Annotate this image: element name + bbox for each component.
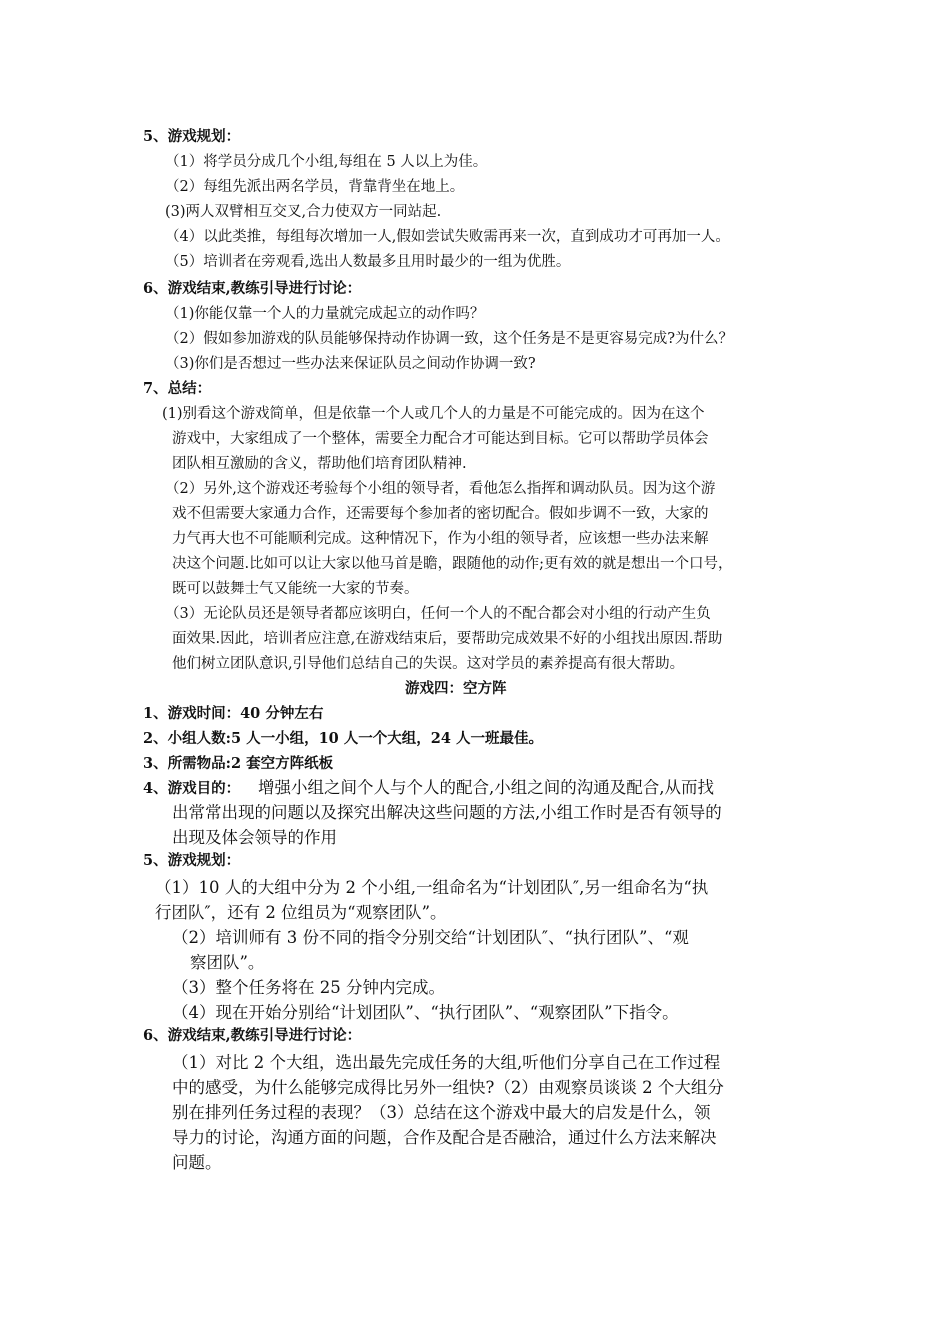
section5-item-1: （1）将学员分成几个小组,每组在 5 人以上为佳。 <box>165 154 488 170</box>
game4-discussion-line-1: （1）对比 2 个大组，选出最先完成任务的大组,听他们分享自己在工作过程 <box>172 1053 721 1072</box>
section7-p1-line-2: 游戏中，大家组成了一个整体，需要全力配合才可能达到目标。它可以帮助学员体会 <box>172 431 709 447</box>
game4-plan-heading: 5、游戏规划： <box>143 852 241 869</box>
section6-heading: 6、游戏结束,教练引导进行讨论： <box>143 280 362 297</box>
section7-heading: 7、总结： <box>143 380 212 397</box>
game4-discussion-heading: 6、游戏结束,教练引导进行讨论： <box>143 1027 362 1044</box>
game4-group-size: 2、小组人数:5 人一小组，10 人一个大组，24 人一班最佳。 <box>143 730 544 747</box>
game4-materials: 3、所需物品:2 套空方阵纸板 <box>143 755 334 772</box>
game4-plan-line-4: 察团队”。 <box>190 953 265 972</box>
section7-p2-line-4: 决这个问题.比如可以让大家以他马首是瞻，跟随他的动作;更有效的就是想出一个口号， <box>172 556 733 572</box>
section5-item-2: （2）每组先派出两名学员，背靠背坐在地上。 <box>165 179 465 195</box>
section6-item-1: （1)你能仅靠一个人的力量就完成起立的动作吗？ <box>165 306 485 322</box>
game4-purpose-line-1: 增强小组之间个人与个人的配合,小组之间的沟通及配合,从而找 <box>258 778 714 797</box>
game4-plan-line-1: （1）10 人的大组中分为 2 个小组,一组命名为“计划团队″,另一组命名为“执 <box>155 878 709 897</box>
section7-p3-line-3: 他们树立团队意识,引导他们总结自己的失误。这对学员的素养提高有很大帮助。 <box>172 656 685 672</box>
game4-title: 游戏四：空方阵 <box>405 680 507 697</box>
game4-purpose-line-2: 出常常出现的问题以及探究出解决这些问题的方法,小组工作时是否有领导的 <box>172 803 722 822</box>
section7-p2-line-3: 力气再大也不可能顺利完成。这种情况下，作为小组的领导者，应该想一些办法来解 <box>172 531 709 547</box>
game4-discussion-line-2: 中的感受，为什么能够完成得比另外一组快?（2）由观察员谈谈 2 个大组分 <box>172 1078 724 1097</box>
section7-p1-line-1: (1)别看这个游戏简单，但是依靠一个人或几个人的力量是不可能完成的。因为在这个 <box>162 406 705 422</box>
section7-p2-line-1: （2）另外,这个游戏还考验每个小组的领导者，看他怎么指挥和调动队员。因为这个游 <box>165 481 716 497</box>
section5-item-3: (3)两人双臂相互交叉,合力使双方一同站起. <box>165 204 442 220</box>
game4-plan-line-6: （4）现在开始分别给“计划团队”、“执行团队”、“观察团队”下指令。 <box>172 1003 679 1022</box>
section7-p1-line-3: 团队相互激励的含义，帮助他们培育团队精神. <box>172 456 467 472</box>
game4-plan-line-5: （3）整个任务将在 25 分钟内完成。 <box>172 978 445 997</box>
game4-discussion-line-3: 别在排列任务过程的表现？（3）总结在这个游戏中最大的启发是什么，领 <box>172 1103 711 1122</box>
section5-item-5: （5）培训者在旁观看,选出人数最多且用时最少的一组为优胜。 <box>165 254 571 270</box>
section7-p3-line-2: 面效果.因此，培训者应注意,在游戏结束后，要帮助完成效果不好的小组找出原因.帮助 <box>172 631 723 647</box>
game4-plan-line-3: （2）培训师有 3 份不同的指令分别交给“计划团队″、“执行团队”、“观 <box>172 928 689 947</box>
section5-item-4: （4）以此类推，每组每次增加一人,假如尝试失败需再来一次，直到成功才可再加一人。 <box>165 229 730 245</box>
section6-item-2: （2）假如参加游戏的队员能够保持动作协调一致，这个任务是不是更容易完成?为什么？ <box>165 331 733 347</box>
game4-discussion-line-5: 问题。 <box>172 1153 222 1172</box>
section5-heading: 5、游戏规划： <box>143 128 241 145</box>
game4-purpose-line-3: 出现及体会领导的作用 <box>172 828 337 847</box>
game4-plan-line-2: 行团队″，还有 2 位组员为“观察团队”。 <box>155 903 447 922</box>
section7-p2-line-2: 戏不但需要大家通力合作，还需要每个参加者的密切配合。假如步调不一致，大家的 <box>172 506 709 522</box>
section7-p2-line-5: 既可以鼓舞士气又能统一大家的节奏。 <box>172 581 419 597</box>
section6-item-3: （3)你们是否想过一些办法来保证队员之间动作协调一致? <box>165 356 536 372</box>
section7-p3-line-1: （3）无论队员还是领导者都应该明白，任何一个人的不配合都会对小组的行动产生负 <box>165 606 711 622</box>
game4-time: 1、游戏时间：40 分钟左右 <box>143 705 324 722</box>
game4-discussion-line-4: 导力的讨论，沟通方面的问题，合作及配合是否融洽，通过什么方法来解决 <box>172 1128 717 1147</box>
game4-purpose-label: 4、游戏目的： <box>143 780 241 797</box>
